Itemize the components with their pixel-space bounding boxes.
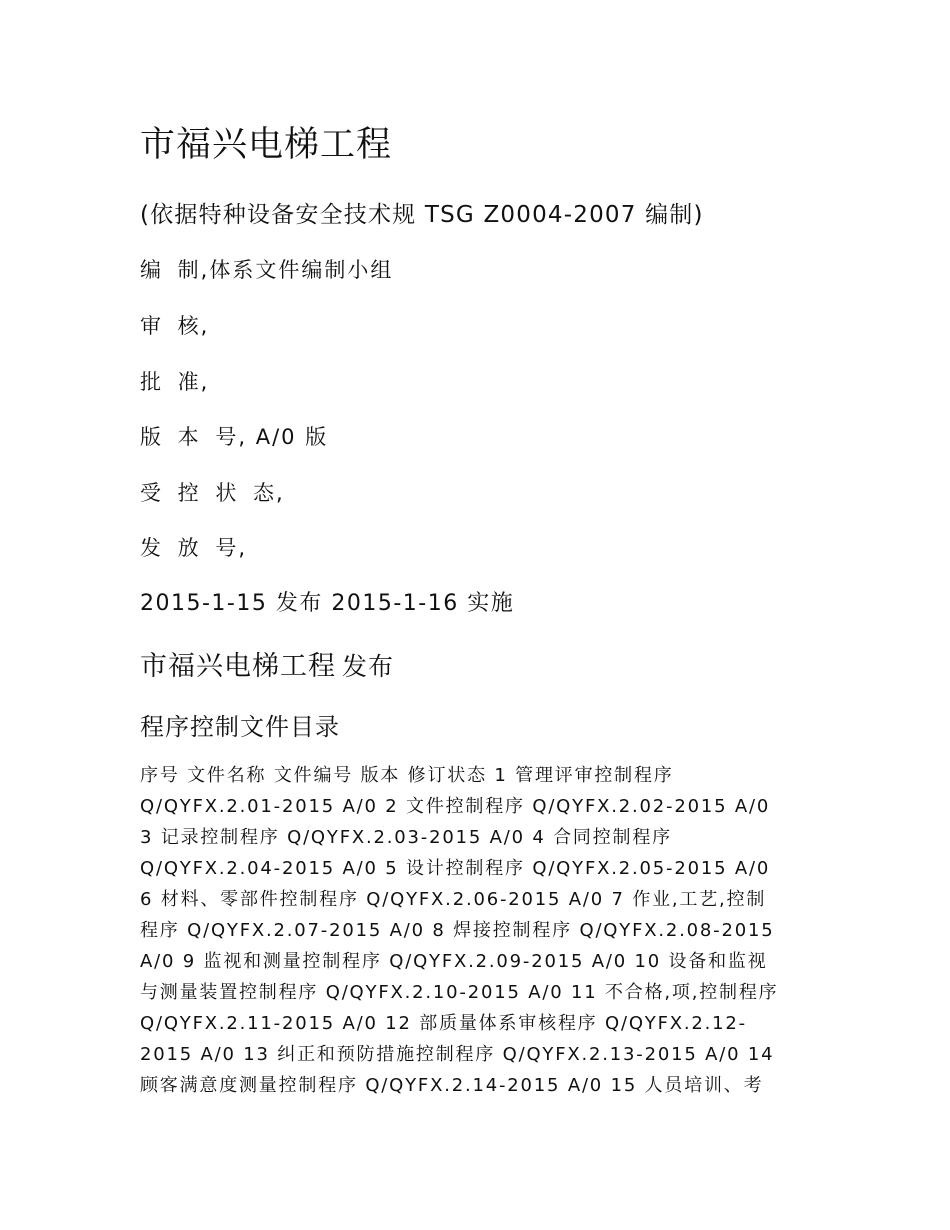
toc-line: 顾客满意度测量控制程序 Q/QYFX.2.14-2015 A/0 15 人员培训、考: [140, 1075, 764, 1096]
field-compiler-label: 编 制,: [140, 258, 210, 282]
document-title: 市福兴电梯工程: [140, 125, 393, 165]
publisher-action: 发布: [342, 652, 395, 681]
document-subtitle: (依据特种设备安全技术规 TSG Z0004-2007 编制): [140, 202, 704, 228]
toc-line: Q/QYFX.2.11-2015 A/0 12 部质量体系审核程序 Q/QYFX.2.12-: [140, 1013, 747, 1034]
field-version-label: 版 本 号,: [140, 425, 248, 449]
toc-line: Q/QYFX.2.01-2015 A/0 2 文件控制程序 Q/QYFX.2.02-2015 A/0: [140, 796, 771, 817]
document-page: [140, 0, 812, 1230]
toc-line: 6 材料、零部件控制程序 Q/QYFX.2.06-2015 A/0 7 作业,工艺,控制: [140, 889, 767, 910]
toc-line: 与测量装置控制程序 Q/QYFX.2.10-2015 A/0 11 不合格,项,控制程序: [140, 982, 779, 1003]
field-approver: [140, 366, 209, 396]
section-title: 程序控制文件目录: [140, 713, 340, 741]
field-reviewer-label: 审 核,: [140, 314, 210, 338]
toc-line: 2015 A/0 13 纠正和预防措施控制程序 Q/QYFX.2.13-2015 A/0 14: [140, 1044, 775, 1065]
publisher-name: 市福兴电梯工程: [140, 651, 336, 682]
release-dates: 2015-1-15 发布 2015-1-16 实施: [140, 591, 515, 616]
toc-line: 程序 Q/QYFX.2.07-2015 A/0 8 焊接控制程序 Q/QYFX.2.08-2015: [140, 920, 775, 941]
field-control-status: [140, 477, 285, 507]
field-issue-number: [140, 532, 247, 562]
toc-line: 3 记录控制程序 Q/QYFX.2.03-2015 A/0 4 合同控制程序: [140, 827, 672, 848]
toc-line: Q/QYFX.2.04-2015 A/0 5 设计控制程序 Q/QYFX.2.05-2015 A/0: [140, 858, 771, 879]
field-version: [140, 421, 328, 451]
field-compiler-value: 体系文件编制小组: [209, 258, 394, 282]
field-reviewer: [140, 310, 209, 340]
toc-body: [140, 760, 812, 1101]
field-version-value: A/0 版: [255, 425, 329, 449]
field-control-status-label: 受 控 状 态,: [140, 481, 285, 505]
toc-line: 序号 文件名称 文件编号 版本 修订状态 1 管理评审控制程序: [140, 765, 674, 786]
field-compiler: [140, 254, 393, 284]
field-approver-label: 批 准,: [140, 370, 210, 394]
publisher-line: [140, 644, 394, 683]
toc-line: A/0 9 监视和测量控制程序 Q/QYFX.2.09-2015 A/0 10 设备和监视: [140, 951, 768, 972]
field-issue-number-label: 发 放 号,: [140, 536, 248, 560]
